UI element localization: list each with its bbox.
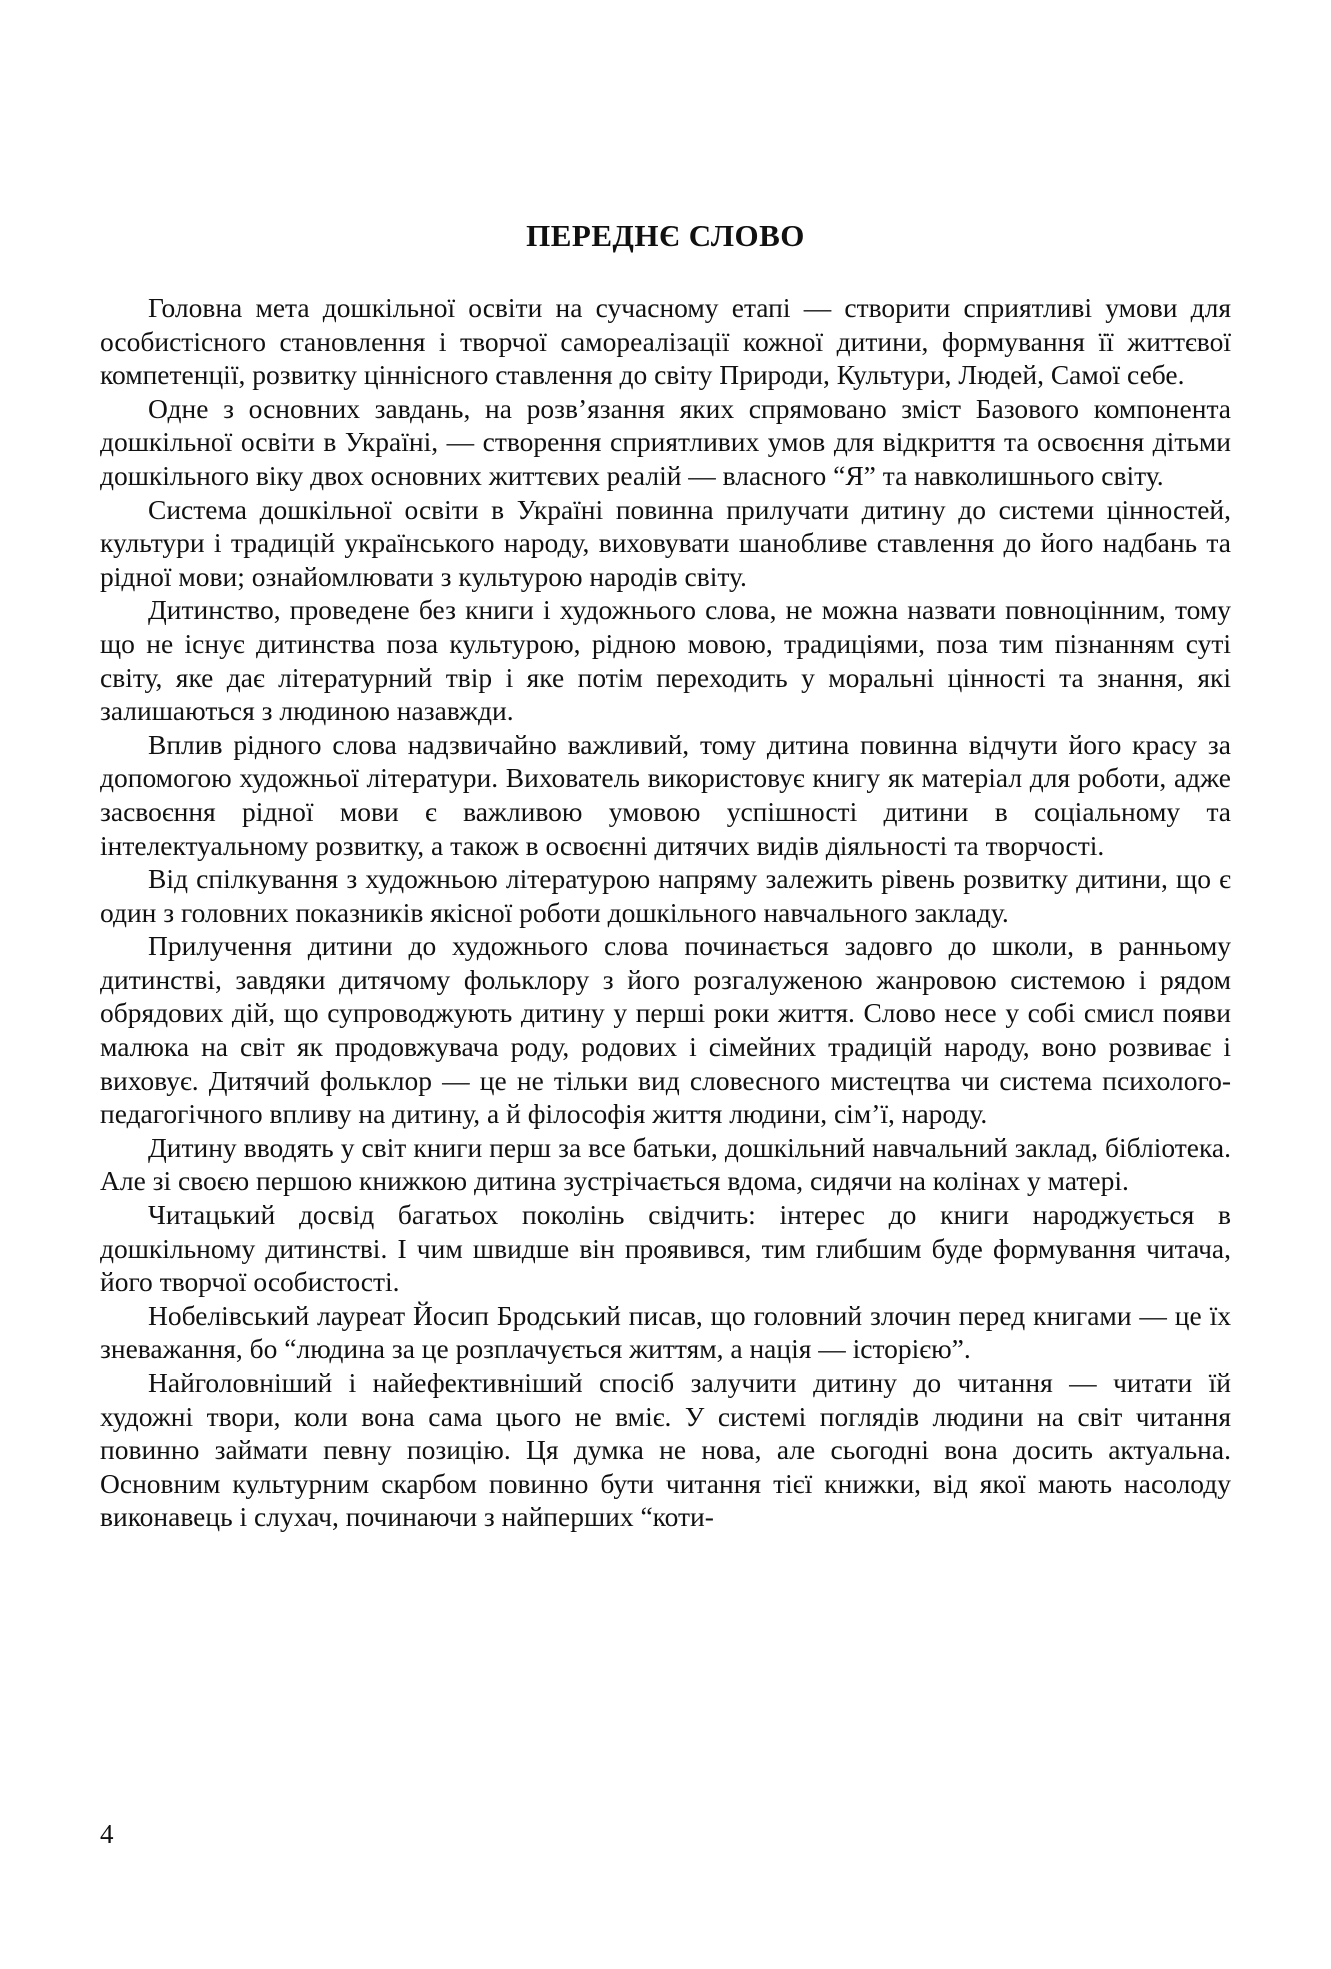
paragraph: Одне з основних завдань, на розв’язання яких спрямовано зміст Базового компонента дошкільної освіти в Україні, — створення сприятливих умов для відкриття та освоєння дітьми дошкільного віку двох основних життєвих реалій — власного “Я” та навколишнього світу. — [100, 392, 1231, 491]
paragraph: Головна мета дошкільної освіти на сучасному етапі — створити сприятливі умови для особистісного становлення і творчої самореалізації кожної дитини, формування її життєвої компетенції, розвитку ціннісного ставлення до світу Природи, Культури, Людей, Самої себе. — [100, 292, 1231, 391]
paragraph: Вплив рідного слова надзвичайно важливий, тому дитина повинна відчути його красу за допомогою художньої літератури. Вихователь використовує книгу як матеріал для роботи, адже засвоєння рідної мови є важливою умовою успішності дитини в соціальному та інтелектуальному розвитку, а також в освоєнні дитячих видів діяльності та творчості. — [100, 728, 1231, 861]
page-title: ПЕРЕДНЄ СЛОВО — [526, 218, 805, 253]
page-number: 4 — [100, 1819, 114, 1849]
paragraph: Дитинство, проведене без книги і художнього слова, не можна назвати повноцінним, тому що не існує дитинства поза культурою, рідною мовою, традиціями, поза тим пізнанням суті світу, яке дає літературний твір і яке потім переходить у моральні цінності та знання, які залишаються з людиною назавжди. — [100, 594, 1231, 727]
body-text — [100, 291, 1231, 1534]
paragraph: Прилучення дитини до художнього слова починається задовго до школи, в ранньому дитинстві, завдяки дитячому фольклору з його розгалуженою жанровою системою і рядом обрядових дій, що супроводжують дитину у перші роки життя. Слово несе у собі смисл появи малюка на світ як продовжувача роду, родових і сімейних традицій народу, воно розвиває і виховує. Дитячий фольклор — це не тільки вид словесного мистецтва чи система психолого-педагогічного впливу на дитину, а й філософія життя людини, сім’ї, народу. — [100, 930, 1231, 1130]
paragraph: Дитину вводять у світ книги перш за все батьки, дошкільний навчальний заклад, бібліотека. Але зі своєю першою книжкою дитина зустрічається вдома, сидячи на колінах у матері. — [100, 1131, 1231, 1197]
paragraph: Від спілкування з художньою літературою напряму залежить рівень розвитку дитини, що є один з головних показників якісної роботи дошкільного навчального закладу. — [100, 863, 1231, 928]
paragraph: Читацький досвід багатьох поколінь свідчить: інтерес до книги народжується в дошкільному дитинстві. І чим швидше він проявився, тим глибшим буде формування читача, його творчої особистості. — [100, 1199, 1231, 1298]
paragraph: Найголовніший і найефективніший спосіб залучити дитину до читання — читати їй художні твори, коли вона сама цього не вміє. У системі поглядів людини на світ читання повинно займати певну позицію. Ця думка не нова, але сьогодні вона досить актуальна. Основним культурним скарбом повинно бути читання тієї книжки, від якої мають насолоду виконавець і слухач, починаючи з найперших “коти- — [100, 1367, 1231, 1533]
paragraph: Система дошкільної освіти в Україні повинна прилучати дитину до системи цінностей, культури і традицій українського народу, виховувати шанобливе ставлення до його надбань та рідної мови; ознайомлювати з культурою народів світу. — [100, 493, 1231, 592]
paragraph: Нобелівський лауреат Йосип Бродський писав, що головний злочин перед книгами — це їх зневажання, бо “людина за це розплачується життям, а нація — історією”. — [100, 1299, 1231, 1365]
